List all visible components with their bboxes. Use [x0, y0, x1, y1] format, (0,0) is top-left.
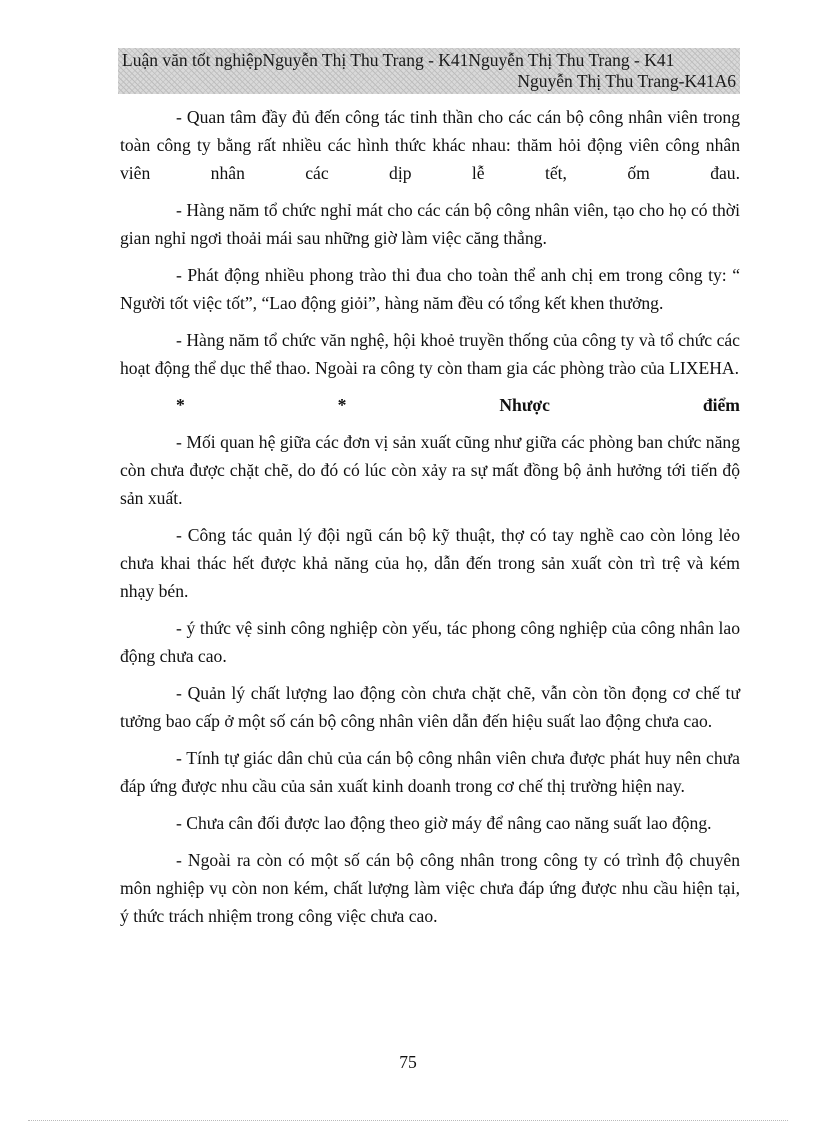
paragraph: - Hàng năm tổ chức văn nghệ, hội khoẻ truyền thống của công ty và tổ chức các hoạt động thể dục thể thao. Ngoài ra công ty còn tham gia các phòng trào của LIXEHA.: [120, 330, 740, 378]
weakness-paragraph: - Tính tự giác dân chủ của cán bộ công nhân viên chưa được phát huy nên chưa đáp ứng được nhu cầu của sản xuất kinh doanh trong cơ chế thị trường hiện nay.: [120, 748, 740, 796]
running-header: [118, 48, 740, 94]
weakness-paragraph: - Ngoài ra còn có một số cán bộ công nhân trong công ty có trình độ chuyên môn nghiệp vụ còn non kém, chất lượng làm việc chưa đáp ứng được nhu cầu hiện tại, ý thức trách nhiệm trong công việc chưa cao.: [120, 850, 740, 926]
document-body: [120, 103, 740, 939]
paragraph: - Phát động nhiều phong trào thi đua cho toàn thể anh chị em trong công ty: “ Người tốt việc tốt”, “Lao động giỏi”, hàng năm đều có tổng kết khen thưởng.: [120, 265, 740, 313]
header-line-2: Nguyễn Thị Thu Trang-K41A6: [517, 71, 736, 91]
weakness-paragraph: - ý thức vệ sinh công nghiệp còn yếu, tác phong công nghiệp của công nhân lao động chưa cao.: [120, 618, 740, 666]
footer-divider: [28, 1120, 788, 1121]
weakness-paragraph: - Công tác quản lý đội ngũ cán bộ kỹ thuật, thợ có tay nghề cao còn lỏng lẻo chưa khai thác hết được khả năng của họ, dẫn đến trong sản xuất còn trì trệ và kém nhạy bén.: [120, 525, 740, 601]
heading-word: điểm: [702, 395, 740, 415]
paragraph: - Quan tâm đầy đủ đến công tác tinh thần cho các cán bộ công nhân viên trong toàn công ty bằng rất nhiều các hình thức khác nhau: thăm hỏi động viên công nhân viên nhân các dịp lễ tết, ốm đau.: [120, 107, 740, 183]
paragraph: - Hàng năm tổ chức nghỉ mát cho các cán bộ công nhân viên, tạo cho họ có thời gian nghỉ ngơi thoải mái sau những giờ làm việc căng thẳng.: [120, 200, 740, 248]
weakness-paragraph: - Chưa cân đối được lao động theo giờ máy để nâng cao năng suất lao động.: [176, 813, 712, 833]
heading-word: Nhược: [499, 395, 550, 415]
page-number: 75: [399, 1052, 417, 1072]
weakness-paragraph: - Quản lý chất lượng lao động còn chưa chặt chẽ, vẫn còn tồn đọng cơ chế tư tưởng bao cấp ở một số cán bộ công nhân viên dẫn đến hiệu suất lao động chưa cao.: [120, 683, 740, 731]
heading-star: *: [176, 395, 185, 415]
section-heading-weaknesses: [120, 391, 740, 419]
heading-star: *: [337, 395, 347, 415]
weakness-paragraph: - Mối quan hệ giữa các đơn vị sản xuất cũng như giữa các phòng ban chức năng còn chưa được chặt chẽ, do đó có lúc còn xảy ra sự mất đồng bộ ảnh hưởng tới tiến độ sản xuất.: [120, 432, 740, 508]
header-line-1: Luận văn tốt nghiệpNguyễn Thị Thu Trang - K41Nguyễn Thị Thu Trang - K41: [122, 50, 675, 70]
